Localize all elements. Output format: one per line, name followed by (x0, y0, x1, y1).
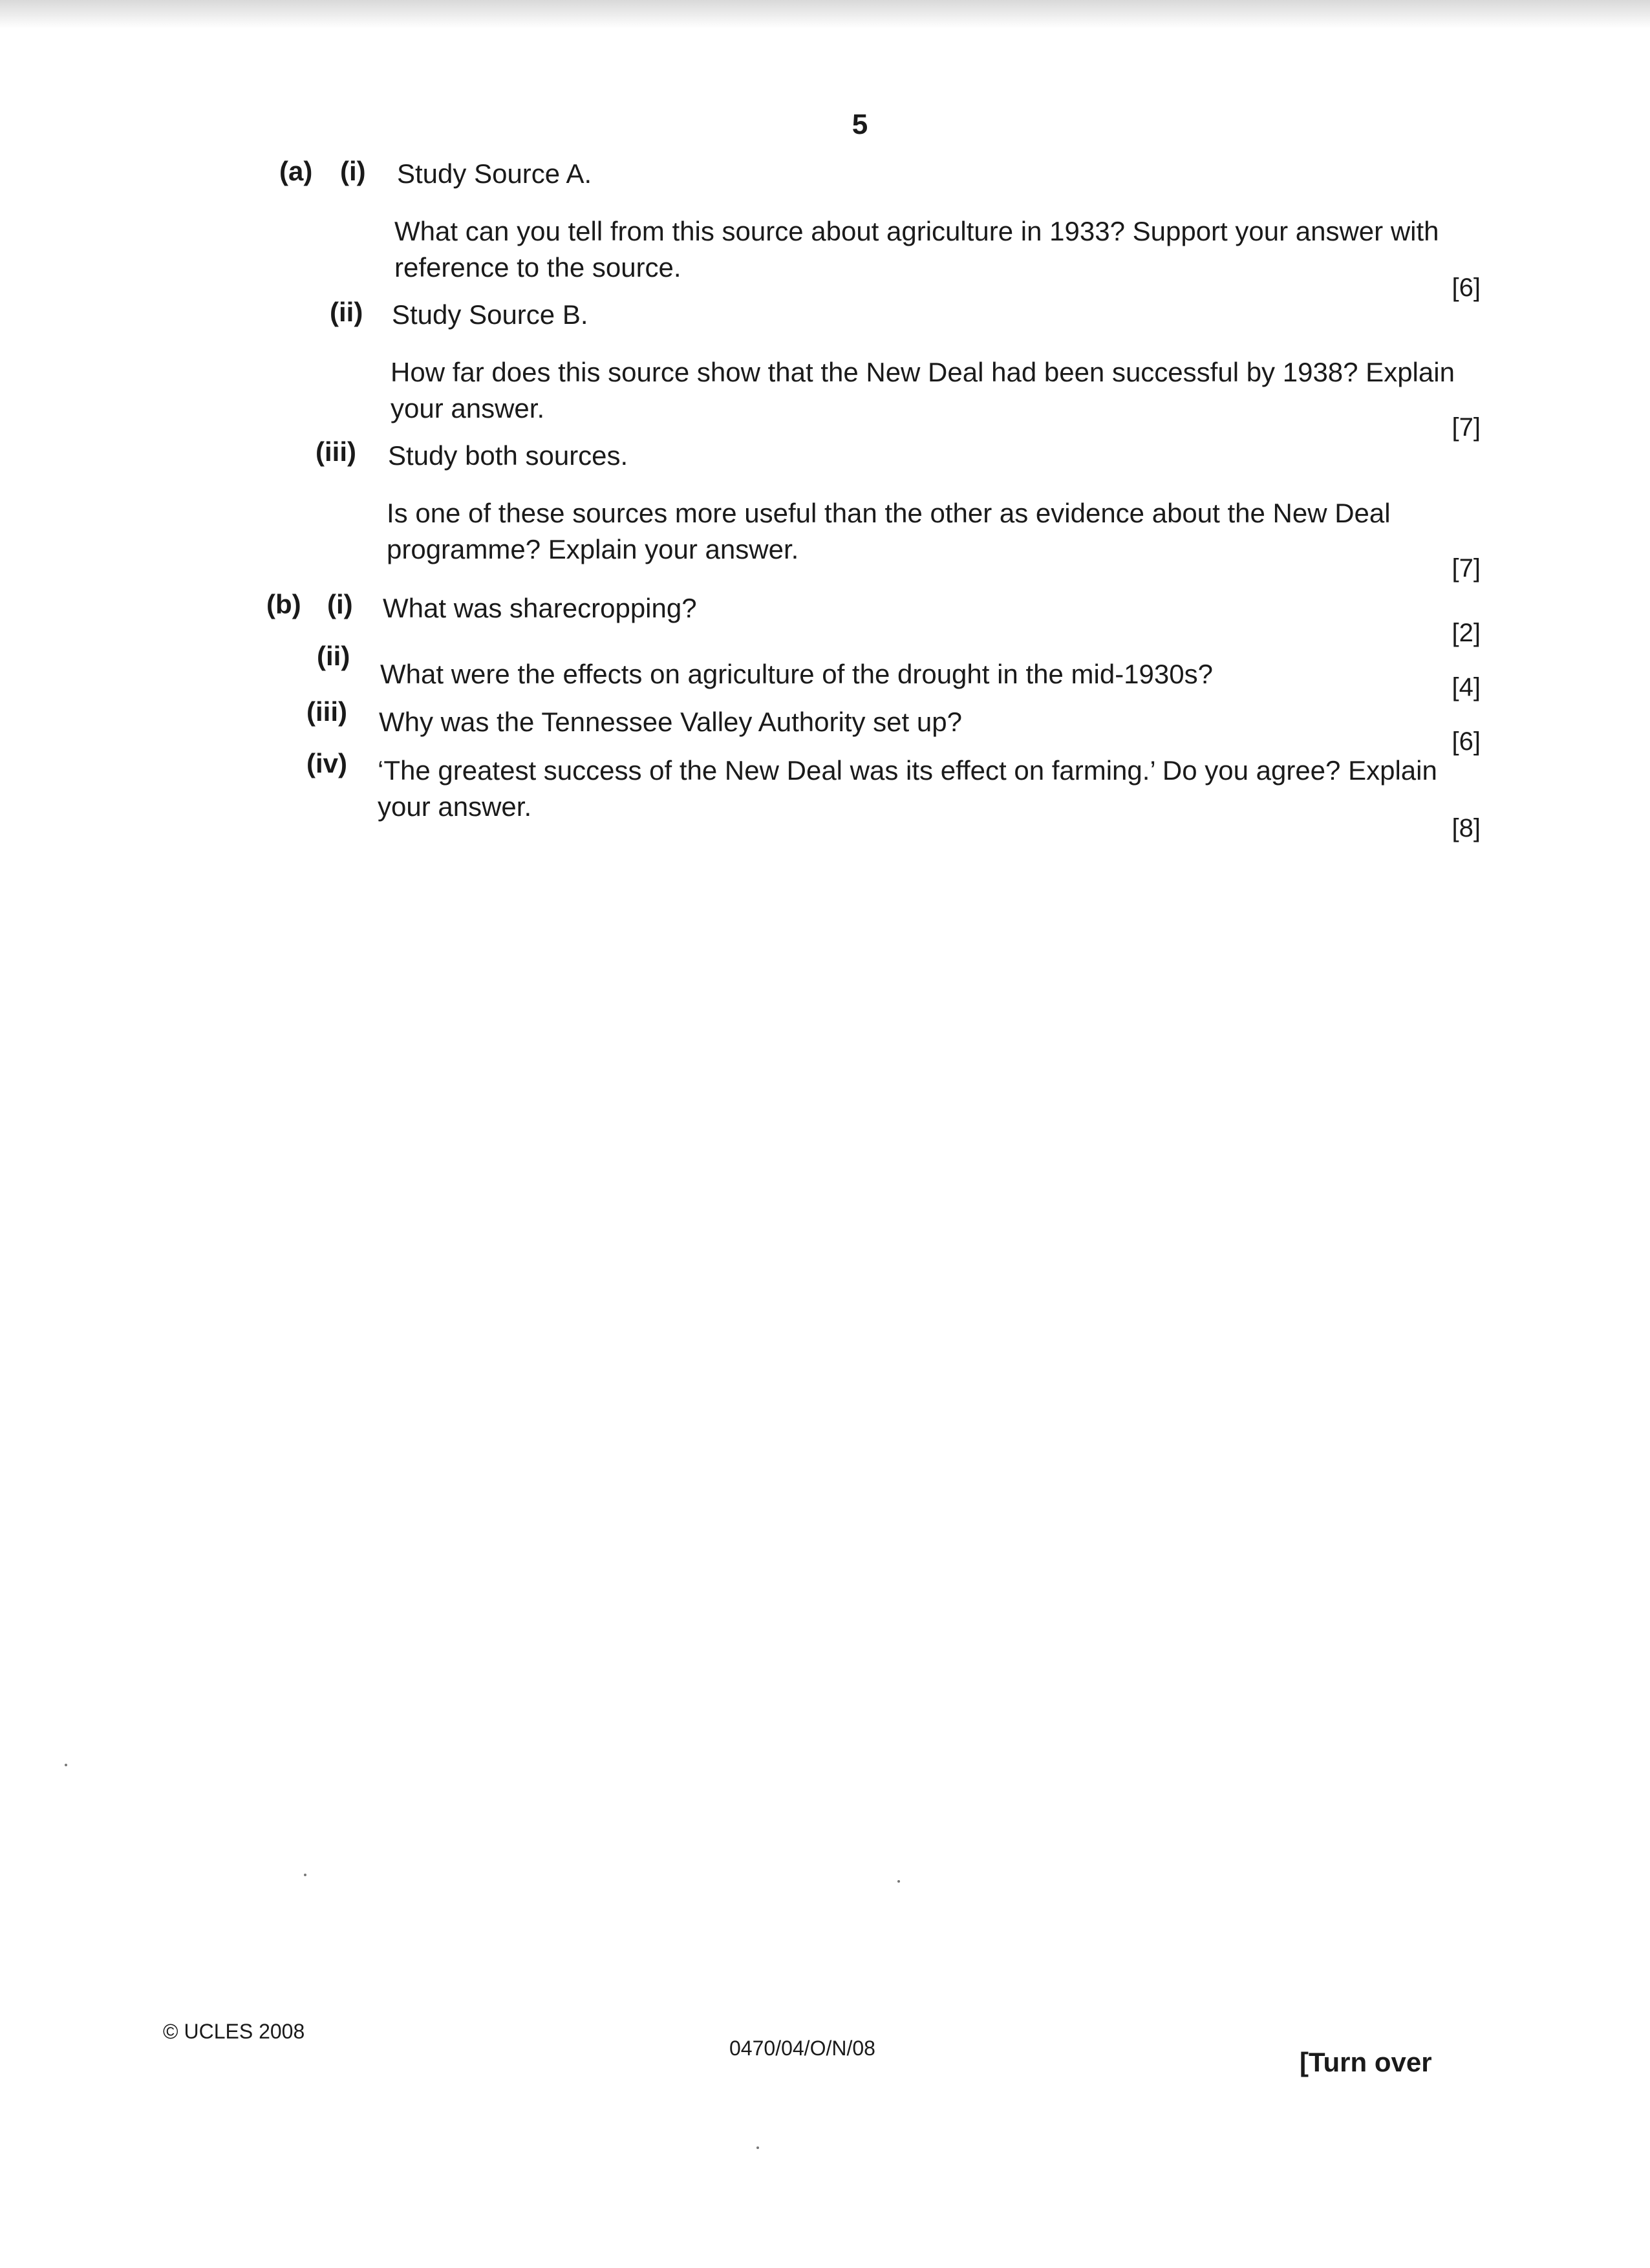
question-a-iii-marks: [7] (1452, 554, 1481, 583)
question-b-iv-text: ‘The greatest success of the New Deal was its effect on farming.’ Do you agree? Explain your answer. (378, 755, 1437, 822)
question-b-ii-label: (ii) (317, 641, 350, 671)
question-a-ii-marks: [7] (1452, 413, 1481, 442)
question-b-i-label: (i) (327, 589, 353, 619)
question-a-i-instruction: Study Source A. (397, 158, 592, 189)
question-b-iii-marks: [6] (1452, 727, 1481, 756)
part-a-label: (a) (279, 156, 313, 186)
question-a-ii-instruction: Study Source B. (392, 299, 588, 330)
question-b-ii-marks: [4] (1452, 673, 1481, 701)
page-number: 5 (852, 109, 868, 140)
question-a-iii-label: (iii) (316, 436, 356, 467)
question-b-iv-label: (iv) (306, 748, 347, 778)
question-b-ii-text: What were the effects on agriculture of the drought in the mid-1930s? (380, 659, 1213, 689)
question-a-i-text: What can you tell from this source about agriculture in 1933? Support your answer with reference to the source. (394, 216, 1439, 283)
question-a-i-label: (i) (340, 156, 366, 186)
part-b-label: (b) (266, 589, 301, 619)
question-a-i-marks: [6] (1452, 273, 1481, 302)
question-a-iii-instruction: Study both sources. (388, 440, 628, 471)
question-a-iii-text: Is one of these sources more useful than the other as evidence about the New Deal programme? Explain your answer. (387, 498, 1391, 564)
question-b-iii-label: (iii) (306, 696, 347, 727)
question-b-iv-marks: [8] (1452, 814, 1481, 842)
question-b-i-text: What was sharecropping? (383, 593, 697, 623)
scan-speck (65, 1764, 67, 1766)
question-b-i-marks: [2] (1452, 619, 1481, 647)
turn-over-note: [Turn over (1300, 2047, 1432, 2077)
scan-speck (897, 1880, 900, 1883)
scan-edge (0, 0, 1650, 28)
question-a-ii-label: (ii) (330, 297, 363, 327)
question-b-iii-text: Why was the Tennessee Valley Authority set up? (379, 707, 962, 737)
copyright-notice: © UCLES 2008 (163, 2020, 305, 2043)
paper-code: 0470/04/O/N/08 (729, 2037, 875, 2060)
scan-speck (756, 2146, 759, 2149)
scan-speck (304, 1874, 306, 1876)
question-a-ii-text: How far does this source show that the New Deal had been successful by 1938? Explain your answer. (391, 357, 1455, 423)
